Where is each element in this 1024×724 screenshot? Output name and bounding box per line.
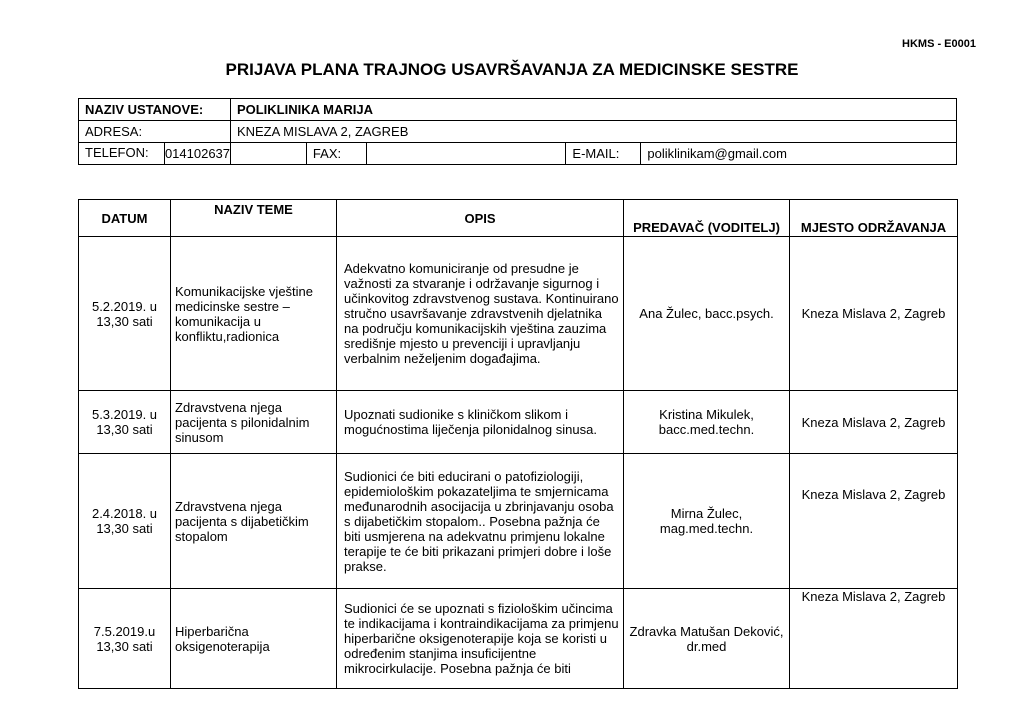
row-datum: 7.5.2019.u 13,30 sati <box>79 589 171 689</box>
education-plan-table <box>78 199 958 689</box>
row-opis: Upoznati sudionike s kliničkom slikom i mogućnostima liječenja pilonidalnog sinusa. <box>337 391 624 454</box>
fax-value <box>366 143 566 165</box>
table-row <box>79 454 958 589</box>
email-label: E-MAIL: <box>566 143 641 165</box>
row-datum: 2.4.2018. u 13,30 sati <box>79 454 171 589</box>
address-label: ADRESA: <box>79 121 231 143</box>
phone-value: 014102637 <box>164 143 240 165</box>
email-value: poliklinikam@gmail.com <box>641 143 957 165</box>
row-predavac: Kristina Mikulek, bacc.med.techn. <box>624 391 790 454</box>
table-row <box>79 589 958 689</box>
institution-name-row <box>79 99 957 121</box>
header-naziv-teme: NAZIV TEME <box>171 200 337 237</box>
row-opis: Sudionici će biti educirani o patofiziologiji, epidemiološkim pokazateljima te smjernicama međunarodnih asocijacija u zbrinjavanju osoba s dijabetičkim stopalom.. Posebna pažnja će biti usmjerena na adekvatnu primjenu lokalne terapije te će biti prikazani primjeri dobre i loše prakse. <box>337 454 624 589</box>
institution-name-value: POLIKLINIKA MARIJA <box>230 99 956 121</box>
fax-label: FAX: <box>306 143 366 165</box>
row-datum: 5.3.2019. u 13,30 sati <box>79 391 171 454</box>
row-predavac: Ana Žulec, bacc.psych. <box>624 237 790 391</box>
document-code: HKMS - E0001 <box>902 38 976 50</box>
table-row <box>79 391 958 454</box>
phone-label: TELEFON: <box>79 143 165 164</box>
institution-address-row <box>79 121 957 143</box>
header-predavac: PREDAVAČ (VODITELJ) <box>624 200 790 237</box>
header-datum: DATUM <box>79 200 171 237</box>
row-predavac: Zdravka Matušan Deković, dr.med <box>624 589 790 689</box>
row-tema: Zdravstvena njega pacijenta s pilonidalnim sinusom <box>171 391 337 454</box>
row-tema: Hiperbarična oksigenoterapija <box>171 589 337 689</box>
row-mjesto: Kneza Mislava 2, Zagreb <box>790 237 958 391</box>
address-value: KNEZA MISLAVA 2, ZAGREB <box>230 121 956 143</box>
institution-info-table <box>78 98 957 165</box>
row-opis: Sudionici će se upoznati s fiziološkim učincima te indikacijama i kontraindikacijama za primjenu hiperbarične oksigenoterapije koja se koristi u određenim stanjima insuficijentne mikrocirkulacije. Posebna pažnja će biti <box>337 589 624 689</box>
row-tema: Komunikacijske vještine medicinske sestre – komunikacija u konfliktu,radionica <box>171 237 337 391</box>
row-opis: Adekvatno komuniciranje od presudne je važnosti za stvaranje i održavanje sigurnog i učinkovitog zdravstvenog sustava. Kontinuirano stručno usavršavanje zdravstvenih djelatnika na području komunikacijskih vještina zauzima središnje mjesto u prevenciji i upravljanju verbalnim neželjenim događajima. <box>337 237 624 391</box>
row-mjesto: Kneza Mislava 2, Zagreb <box>790 454 958 589</box>
row-tema: Zdravstvena njega pacijenta s dijabetičkim stopalom <box>171 454 337 589</box>
table-header-row <box>79 200 958 237</box>
table-row <box>79 237 958 391</box>
institution-contact-row <box>79 143 957 165</box>
document-title: PRIJAVA PLANA TRAJNOG USAVRŠAVANJA ZA MEDICINSKE SESTRE <box>225 60 799 79</box>
row-mjesto: Kneza Mislava 2, Zagreb <box>790 589 958 689</box>
header-opis: OPIS <box>337 200 624 237</box>
row-mjesto: Kneza Mislava 2, Zagreb <box>790 391 958 454</box>
institution-name-label: NAZIV USTANOVE: <box>79 99 231 121</box>
row-datum: 5.2.2019. u 13,30 sati <box>79 237 171 391</box>
row-predavac: Mirna Žulec, mag.med.techn. <box>624 454 790 589</box>
header-mjesto: MJESTO ODRŽAVANJA <box>790 200 958 237</box>
